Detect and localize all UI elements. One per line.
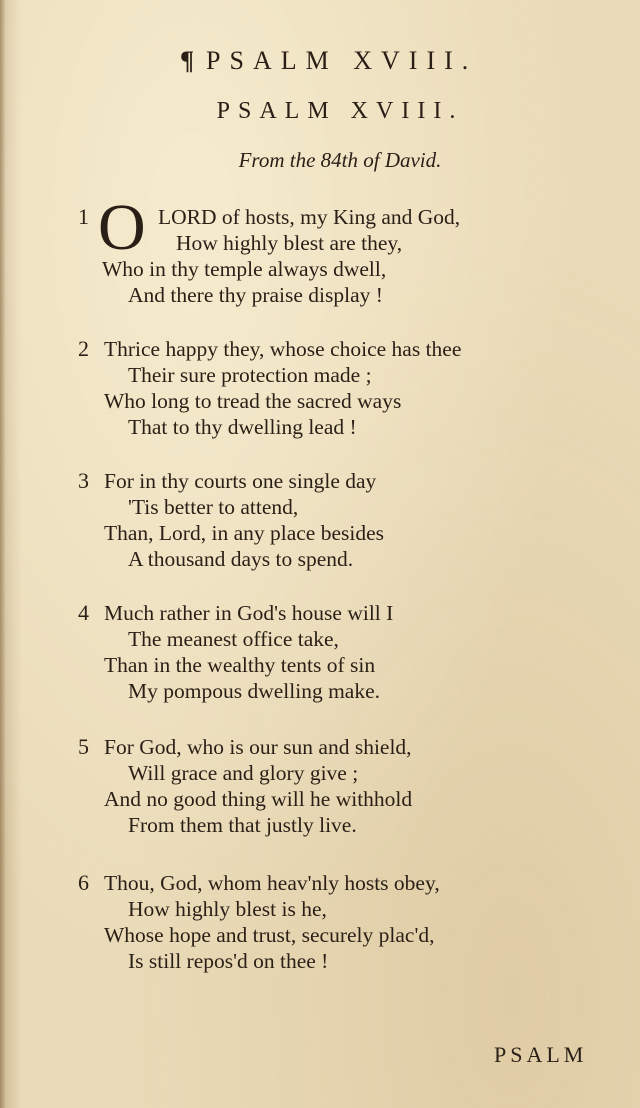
running-head-text: PSALM XVIII. [206, 46, 478, 75]
verse-line: And there thy praise display ! [128, 283, 383, 307]
running-head [180, 46, 510, 76]
verse-line: Is still repos'd on thee ! [128, 949, 329, 973]
stanza-number: 4 [78, 600, 89, 625]
verse-line: And no good thing will he withhold [104, 787, 413, 811]
catchword: PSALM [494, 1042, 588, 1067]
verse-line: For God, who is our sun and shield, [104, 735, 412, 759]
stanza-number: 5 [78, 734, 89, 759]
verse-line: A thousand days to spend. [128, 547, 354, 571]
verse-line: Their sure protection made ; [128, 363, 372, 387]
verse-line: LORD of hosts, my King and God, [158, 205, 461, 229]
verse-line: From them that justly live. [128, 813, 357, 837]
verse-line: How highly blest is he, [128, 897, 327, 921]
pilcrow-mark: ¶ [180, 46, 195, 75]
psalm-subtitle: From the 84th of David. [238, 148, 442, 172]
verse-line: Will grace and glory give ; [128, 761, 359, 785]
stanza-number: 3 [78, 468, 89, 493]
psalm-title: PSALM XVIII. [216, 98, 464, 124]
verse-line: Than, Lord, in any place besides [104, 521, 385, 545]
verse-line: How highly blest are they, [176, 231, 403, 255]
verse-line: For in thy courts one single day [104, 469, 377, 493]
drop-cap: O [98, 191, 146, 264]
verse-line: That to thy dwelling lead ! [128, 415, 357, 439]
verse-line: My pompous dwelling make. [128, 679, 381, 703]
verse-line: Whose hope and trust, securely plac'd, [104, 923, 435, 947]
verse-line: The meanest office take, [128, 627, 339, 651]
verse-line: Thou, God, whom heav'nly hosts obey, [104, 871, 440, 895]
stanza-number: 1 [78, 204, 89, 229]
verse-line: Thrice happy they, whose choice has thee [104, 337, 462, 361]
verse-line: Who in thy temple always dwell, [102, 257, 387, 281]
verse-line: 'Tis better to attend, [128, 495, 299, 519]
verse-line: Who long to tread the sacred ways [104, 389, 402, 413]
stanza-number: 2 [78, 336, 89, 361]
verse-line: Than in the wealthy tents of sin [104, 653, 376, 677]
stanza-number: 6 [78, 870, 89, 895]
verse-line: Much rather in God's house will I [104, 601, 394, 625]
